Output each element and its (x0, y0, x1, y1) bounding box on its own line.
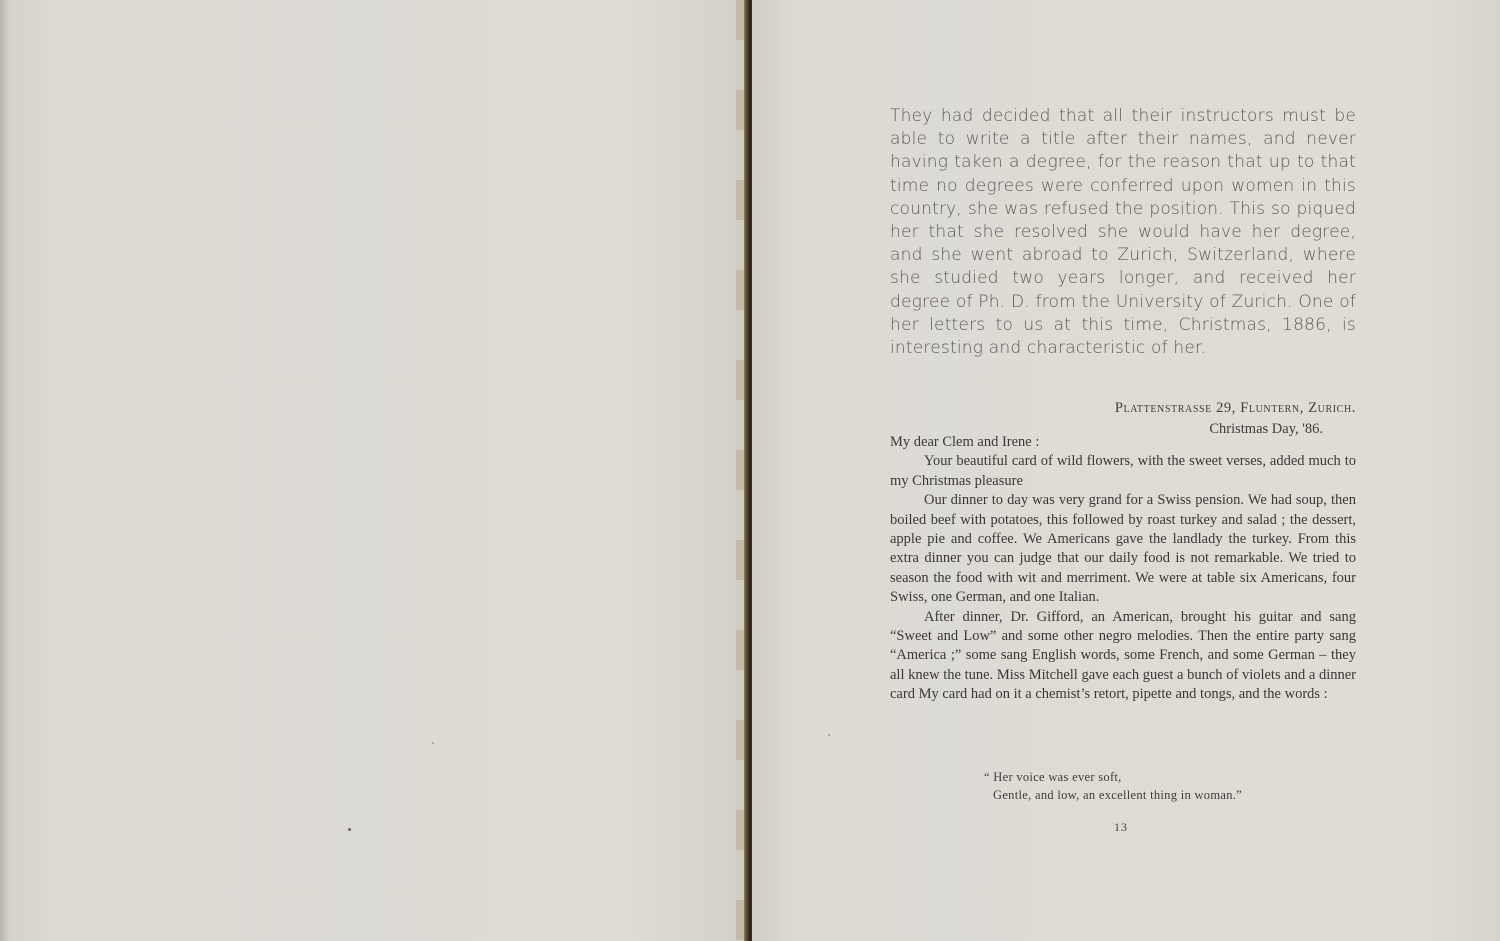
left-page-blank (0, 0, 748, 941)
page-number: 13 (1114, 820, 1128, 834)
letter-paragraph: Your beautiful card of wild flowers, with the sweet verses, added much to my Christmas pleasure (890, 453, 1356, 489)
letter-date: Christmas Day, '86. (1209, 421, 1323, 437)
paper-speck (828, 734, 830, 736)
letter-paragraph: Our dinner to day was very grand for a Swiss pension. We had soup, then boiled beef with potatoes, this followed by roast turkey and salad ; the dessert, apple pie and coffee. We Americans gave the landlady the turkey. From this extra dinner you can judge that our daily food is not remarkable. We tried to season the food with wit and merriment. We were at table six Americans, four Swiss, one German, and one Italian. (890, 492, 1356, 606)
letter-paragraph: After dinner, Dr. Gifford, an American, brought his guitar and sang “Sweet and Low” and some other negro melodies. Then the entire party sang “America ;” some sang English words, some French, and some German – they all knew the tune. Miss Mitchell gave each guest a bunch of violets and a dinner card My card had on it a chemist’s retort, pipette and tongs, and the words : (890, 608, 1356, 703)
verse-line: “ Her voice was ever soft, (984, 770, 1122, 784)
verse-quote (984, 768, 1344, 804)
letter-body (890, 433, 1356, 705)
letter-address: Plattenstrasse 29, Fluntern, Zurich. (1114, 400, 1356, 416)
verse-line: Gentle, and low, an excellent thing in woman.” (993, 788, 1243, 802)
intro-paragraph: They had decided that all their instructors must be able to write a title after their names, and never having taken a degree, for the reason that up to that time no degrees were conferred upon women in this country, she was refused the position. This so piqued her that she resolved she would have her degree, and she went abroad to Zurich, Switzerland, where she studied two years longer, and received her degree of Ph. D. from the University of Zurich. One of her letters to us at this time, Christmas, 1886, is interesting and characteristic of her. (890, 106, 1356, 359)
paper-speck (432, 742, 434, 744)
left-page-edge (0, 0, 10, 941)
paper-speck (348, 828, 351, 831)
letter-salutation: My dear Clem and Irene : (890, 434, 1040, 450)
